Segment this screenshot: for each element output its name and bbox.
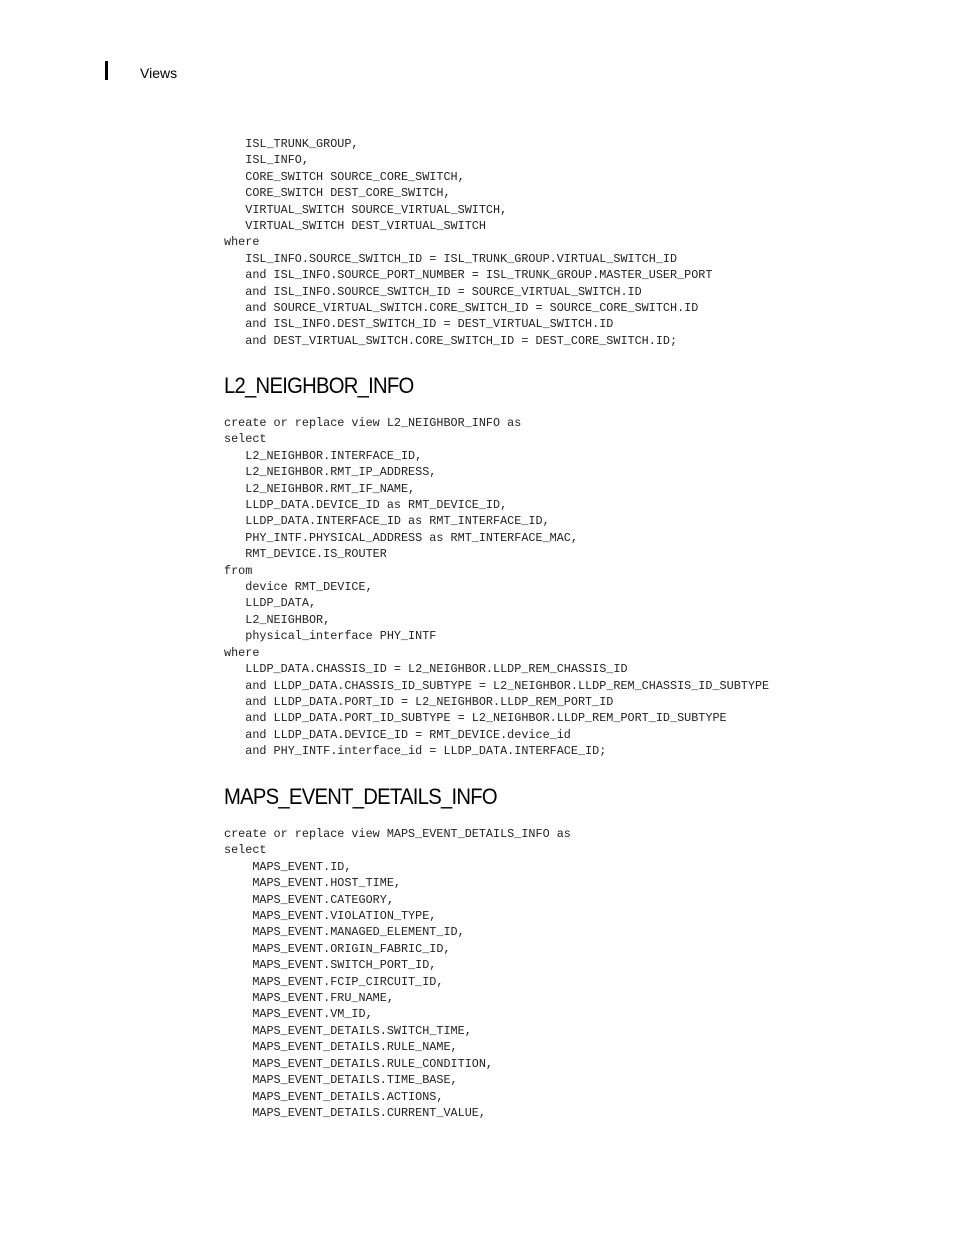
code-block-maps-event-details-info: create or replace view MAPS_EVENT_DETAILS_INFO as select MAPS_EVENT.ID, MAPS_EVENT.HOST_TIME, MAPS_EVENT.CATEGORY, MAPS_EVENT.VIOLATION_TYPE, MAPS_EVENT.MANAGED_ELEMENT_ID, MAPS_EVENT.ORIGIN_FABRIC_ID, MAPS_EVENT.SWITCH_PORT_ID, MAPS_EVENT.FCIP_CIRCUIT_ID, MAPS_EVENT.FRU_NAME, MAPS_EVENT.VM_ID, MAPS_EVENT_DETAILS.SWITCH_TIME, MAPS_EVENT_DETAILS.RULE_NAME, MAPS_EVENT_DETAILS.RULE_CONDITION, MAPS_EVENT_DETAILS.TIME_BASE, MAPS_EVENT_DETAILS.ACTIONS, MAPS_EVENT_DETAILS.CURRENT_VALUE, xyxy=(224,827,571,1120)
section-title-l2-neighbor-info: L2_NEIGHBOR_INFO xyxy=(224,373,414,398)
code-block-isl-trunk-continued: ISL_TRUNK_GROUP, ISL_INFO, CORE_SWITCH SOURCE_CORE_SWITCH, CORE_SWITCH DEST_CORE_SWITCH, VIRTUAL_SWITCH SOURCE_VIRTUAL_SWITCH, VIRTUAL_SWITCH DEST_VIRTUAL_SWITCH where ISL_INFO.SOURCE_SWITCH_ID = ISL_TRUNK_GROUP.VIRTUAL_SWITCH_ID and ISL_INFO.SOURCE_PORT_NUMBER = ISL_TRUNK_GROUP.MASTER_USER_PORT and ISL_INFO.SOURCE_SWITCH_ID = SOURCE_VIRTUAL_SWITCH.ID and SOURCE_VIRTUAL_SWITCH.CORE_SWITCH_ID = SOURCE_CORE_SWITCH.ID and ISL_INFO.DEST_SWITCH_ID = DEST_VIRTUAL_SWITCH.ID and DEST_VIRTUAL_SWITCH.CORE_SWITCH_ID = DEST_CORE_SWITCH.ID; xyxy=(224,137,713,348)
running-header: Views xyxy=(140,65,178,81)
section-title-maps-event-details-info: MAPS_EVENT_DETAILS_INFO xyxy=(224,784,497,809)
code-block-l2-neighbor-info: create or replace view L2_NEIGHBOR_INFO as select L2_NEIGHBOR.INTERFACE_ID, L2_NEIGHBOR.RMT_IP_ADDRESS, L2_NEIGHBOR.RMT_IF_NAME, LLDP_DATA.DEVICE_ID as RMT_DEVICE_ID, LLDP_DATA.INTERFACE_ID as RMT_INTERFACE_ID, PHY_INTF.PHYSICAL_ADDRESS as RMT_INTERFACE_MAC, RMT_DEVICE.IS_ROUTER from device RMT_DEVICE, LLDP_DATA, L2_NEIGHBOR, physical_interface PHY_INTF where LLDP_DATA.CHASSIS_ID = L2_NEIGHBOR.LLDP_REM_CHASSIS_ID and LLDP_DATA.CHASSIS_ID_SUBTYPE = L2_NEIGHBOR.LLDP_REM_CHASSIS_ID_SUBTYPE and LLDP_DATA.PORT_ID = L2_NEIGHBOR.LLDP_REM_PORT_ID and LLDP_DATA.PORT_ID_SUBTYPE = L2_NEIGHBOR.LLDP_REM_PORT_ID_SUBTYPE and LLDP_DATA.DEVICE_ID = RMT_DEVICE.device_id and PHY_INTF.interface_id = LLDP_DATA.INTERFACE_ID; xyxy=(224,416,770,759)
header-rule-bar xyxy=(105,61,108,80)
